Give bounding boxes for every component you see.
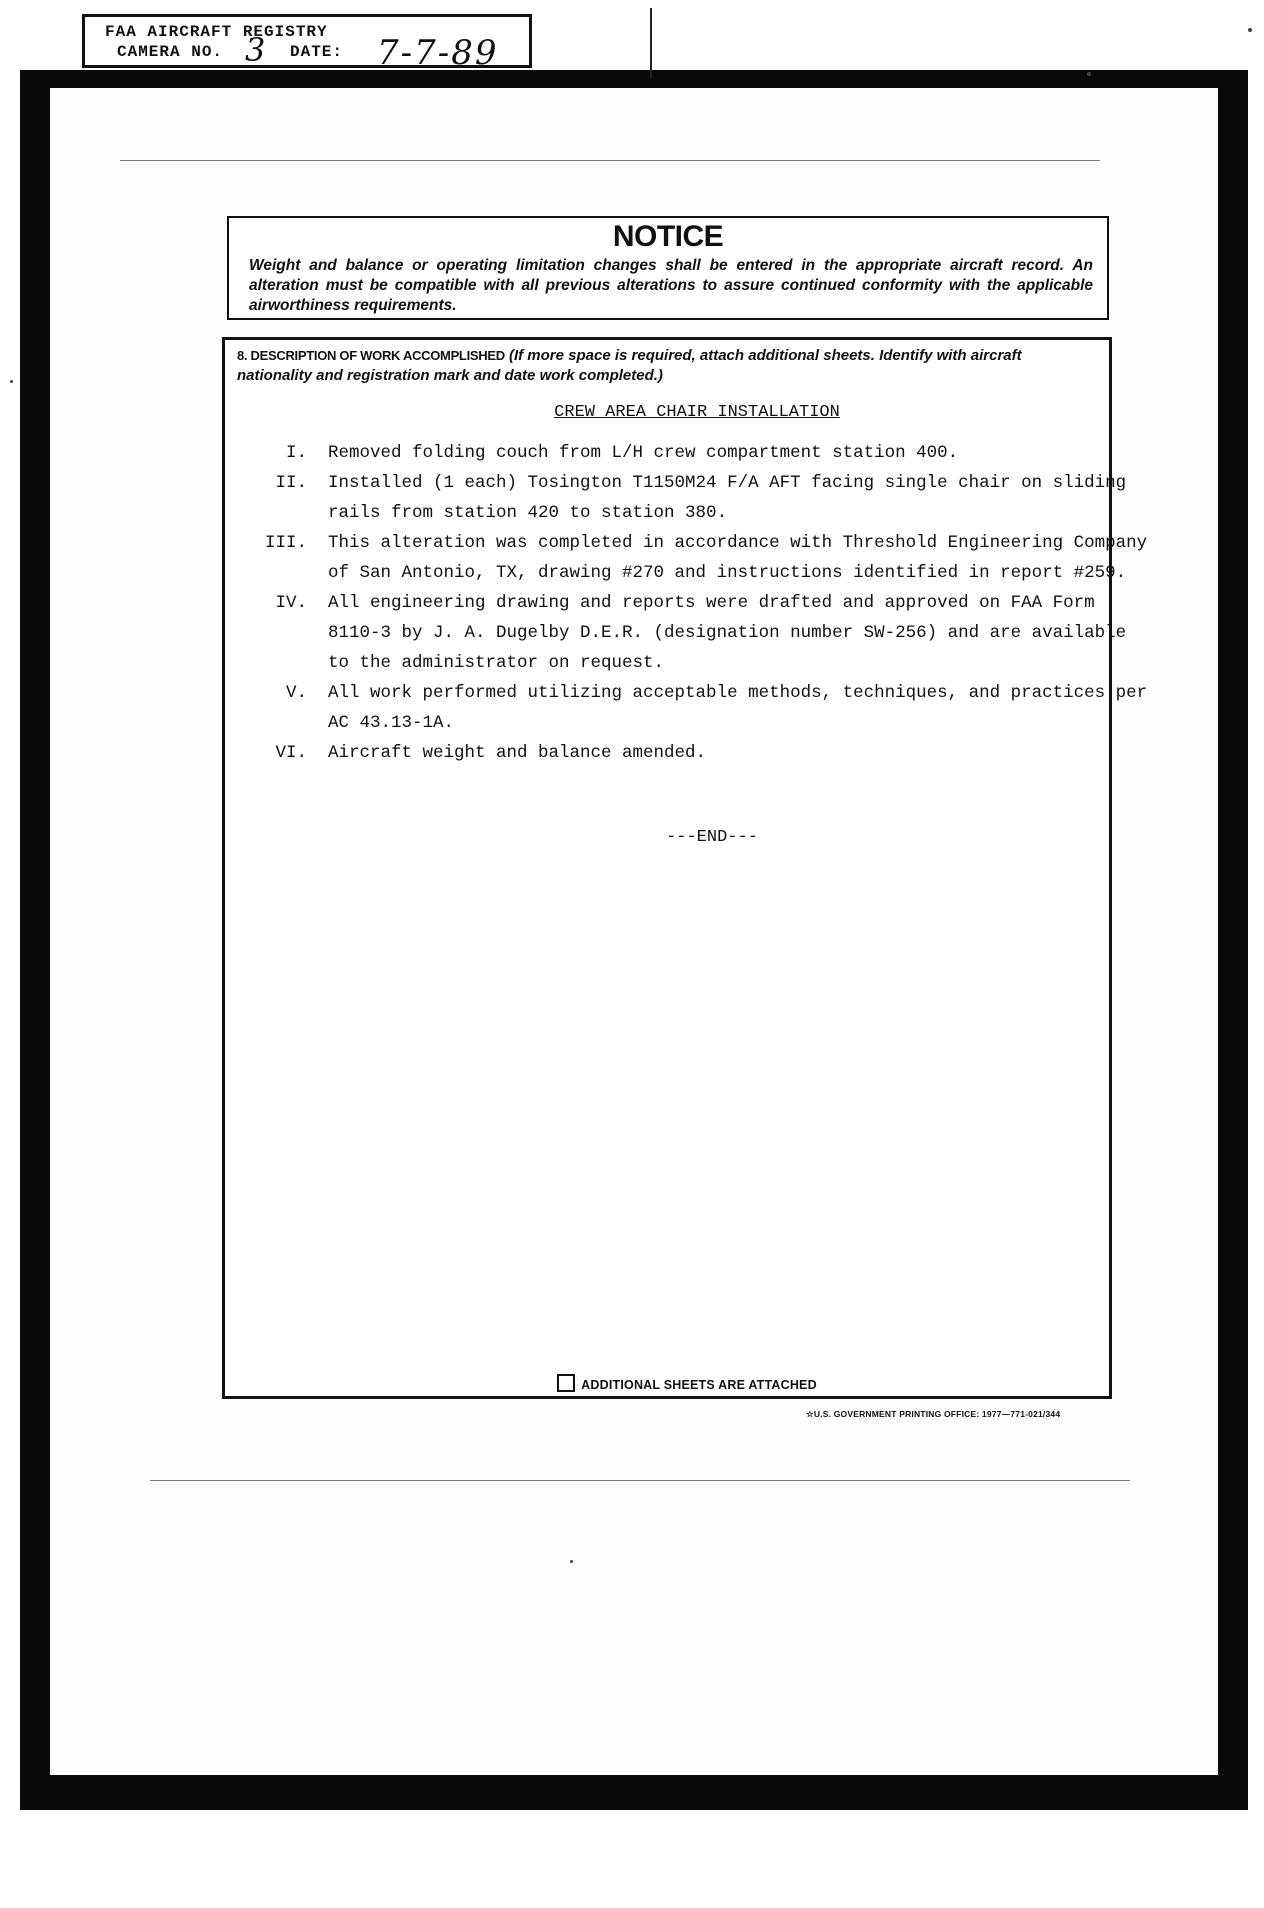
scan-artifact-line — [120, 160, 1100, 161]
additional-sheets-label: ADDITIONAL SHEETS ARE ATTACHED — [581, 1378, 817, 1392]
date-value: 7-7-89 — [377, 33, 499, 73]
scan-speck — [10, 380, 13, 383]
description-heading — [237, 346, 1095, 386]
work-item-line: AC 43.13-1A. — [328, 713, 455, 733]
notice-box — [227, 216, 1109, 320]
scan-artifact-line — [150, 1480, 1130, 1481]
additional-sheets-checkbox[interactable] — [557, 1374, 575, 1392]
registry-stamp-title: FAA AIRCRAFT REGISTRY — [105, 23, 328, 41]
camera-number: 3 — [245, 31, 267, 69]
description-heading-note: (If more space is required, attach additional sheets. Identify with aircraft nationality and registration mark and date work completed.) — [237, 347, 1022, 384]
notice-text: Weight and balance or operating limitation changes shall be entered in the appropriate aircraft record. An alteration must be compatible with all previous alterations to assure continued conformity with the applicable airworthiness requirements. — [249, 257, 1093, 314]
work-item-line: Installed (1 each) Tosington T1150M24 F/A AFT facing single chair on sliding — [328, 473, 1127, 493]
date-label: DATE: — [290, 43, 344, 61]
work-item-number: IV. — [275, 593, 307, 613]
scan-speck — [570, 1560, 573, 1563]
work-item-line: 8110-3 by J. A. Dugelby D.E.R. (designation number SW-256) and are available — [328, 623, 1127, 643]
work-item-line: All engineering drawing and reports were drafted and approved on FAA Form — [328, 593, 1095, 613]
work-item-line: All work performed utilizing acceptable methods, techniques, and practices per — [328, 683, 1148, 703]
work-item-number: V. — [285, 683, 307, 703]
work-item-line: to the administrator on request. — [328, 653, 665, 673]
printing-office-footer: ☆U.S. GOVERNMENT PRINTING OFFICE: 1977—771-021/344 — [806, 1409, 1061, 1419]
camera-label: CAMERA NO. — [117, 43, 224, 61]
work-title: CREW AREA CHAIR INSTALLATION — [554, 403, 840, 422]
work-item-line: This alteration was completed in accordance with Threshold Engineering Company — [328, 533, 1148, 553]
end-mark: ---END--- — [666, 828, 758, 847]
work-item-number: III. — [264, 533, 307, 553]
scan-speck — [1248, 28, 1252, 32]
work-item-number: VI. — [275, 743, 307, 763]
scan-speck — [1087, 72, 1091, 76]
scan-border-right — [1218, 70, 1248, 1810]
registry-stamp — [82, 14, 532, 73]
work-item-line: of San Antonio, TX, drawing #270 and instructions identified in report #259. — [328, 563, 1127, 583]
work-item-line: Removed folding couch from L/H crew compartment station 400. — [328, 443, 959, 463]
work-item-line: rails from station 420 to station 380. — [328, 503, 728, 523]
scan-top-right-edge — [650, 8, 1132, 78]
scan-border-left — [20, 70, 50, 1810]
description-heading-lead: 8. DESCRIPTION OF WORK ACCOMPLISHED — [237, 348, 505, 363]
notice-title: NOTICE — [612, 220, 724, 253]
work-item-number: II. — [275, 473, 307, 493]
description-of-work-box — [222, 337, 1148, 1399]
work-item-number: I. — [285, 443, 307, 463]
work-item-line: Aircraft weight and balance amended. — [328, 743, 707, 763]
additional-sheets-row — [225, 1374, 1109, 1392]
scan-border-bottom — [20, 1775, 1248, 1810]
